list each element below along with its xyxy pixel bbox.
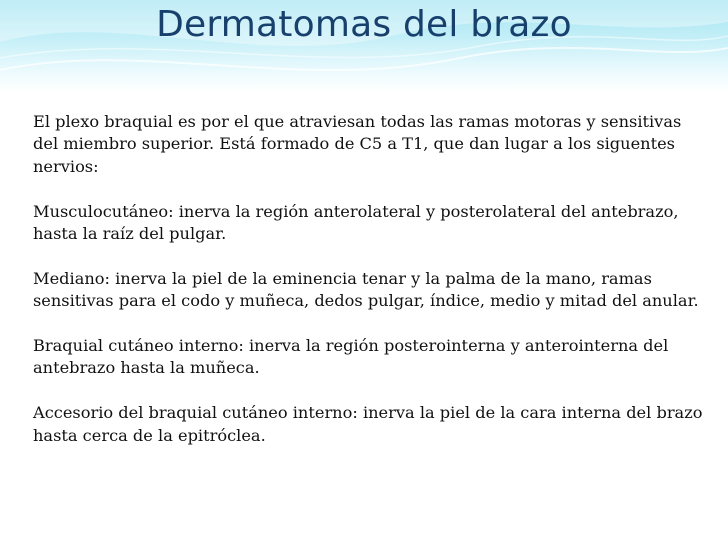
slide-title: Dermatomas del brazo	[156, 4, 572, 45]
paragraph-musculocutaneo: Musculocutáneo: inerva la región anterolateral y posterolateral del antebrazo, hasta la raíz del pulgar.	[33, 201, 679, 244]
paragraph-mediano: Mediano: inerva la piel de la eminencia tenar y la palma de la mano, ramas sensitivas para el codo y muñeca, dedos pulgar, índice, medio y mitad del anular.	[33, 268, 699, 311]
paragraph-braquial-cutaneo-interno: Braquial cutáneo interno: inerva la región posterointerna y anterointerna del antebrazo hasta la muñeca.	[33, 336, 669, 378]
paragraph-intro: El plexo braquial es por el que atraviesan todas las ramas motoras y sensitivas del miembro superior. Está formado de C5 a T1, que dan lugar a los siguentes nervios:	[33, 112, 682, 176]
paragraph-accesorio-braquial: Accesorio del braquial cutáneo interno: inerva la piel de la cara interna del brazo hasta cerca de la epitróclea.	[33, 403, 703, 445]
slide-body	[33, 111, 703, 469]
